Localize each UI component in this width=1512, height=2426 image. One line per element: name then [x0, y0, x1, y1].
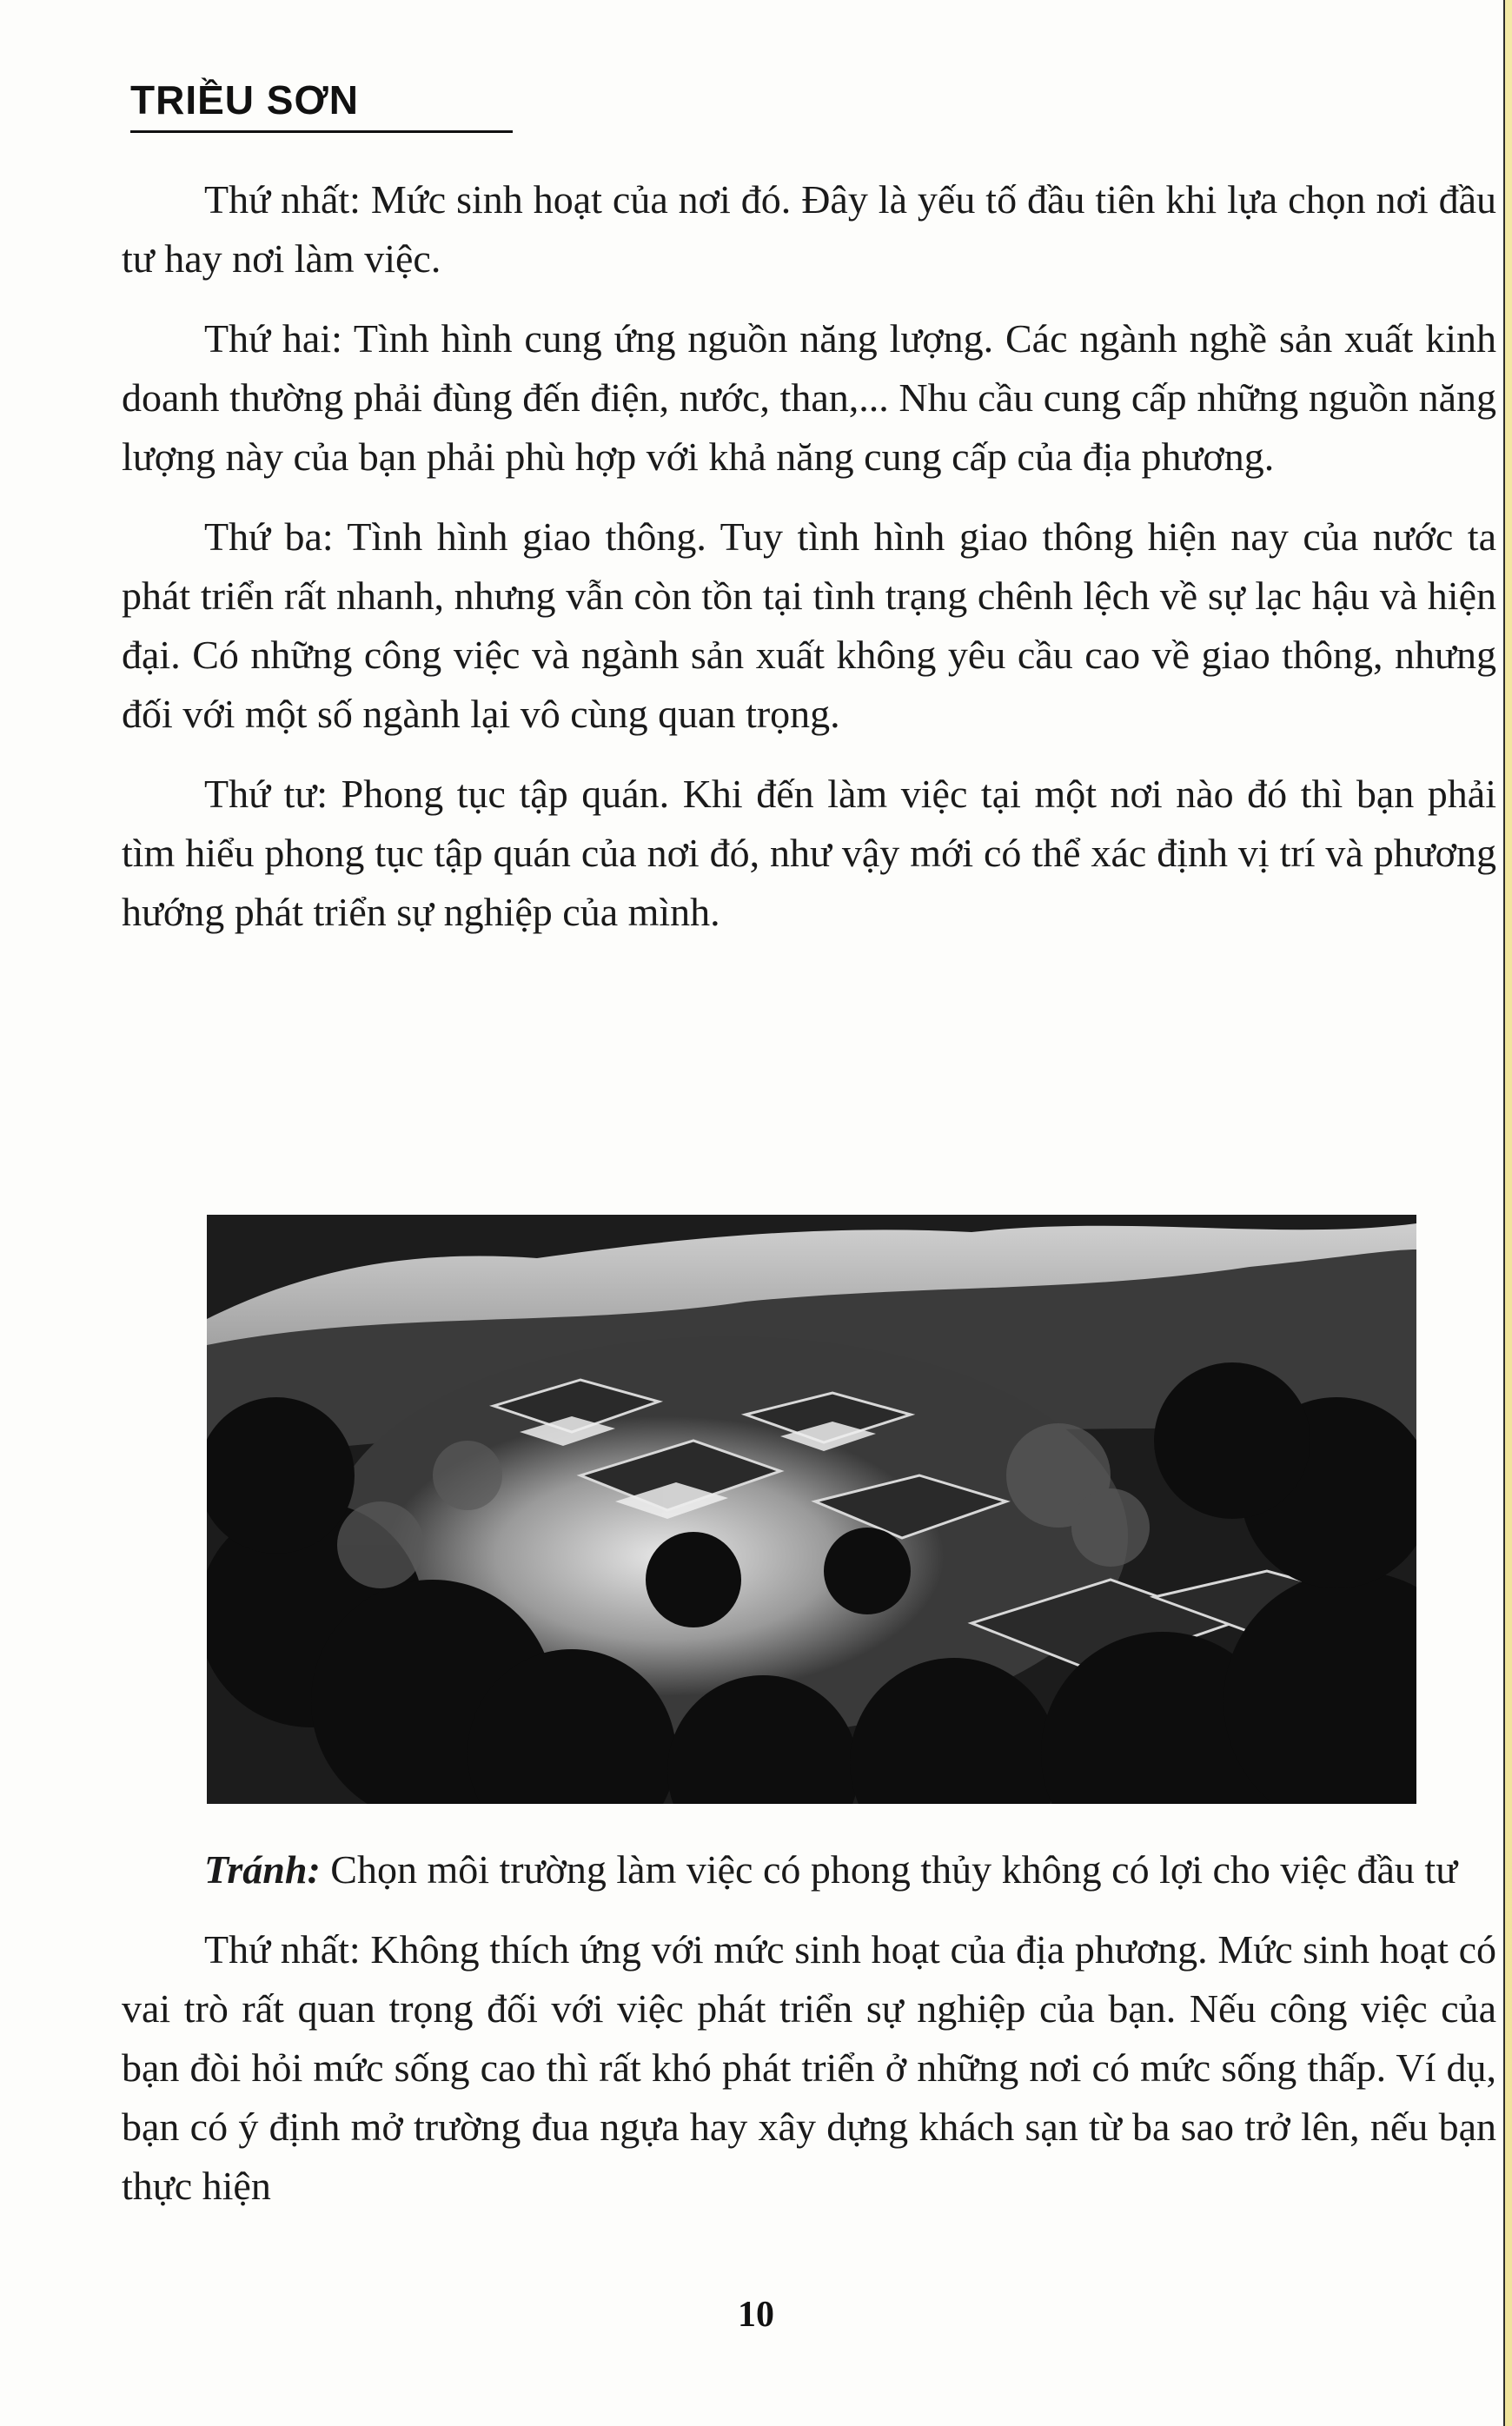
- page-edge-line: [1503, 0, 1505, 2426]
- running-header: [130, 76, 513, 133]
- paragraph-fourth-factor: Thứ tư: Phong tục tập quán. Khi đến làm việc tại một nơi nào đó thì bạn phải tìm hiểu phong tục tập quán của nơi đó, như vậy mới có thể xác định vị trí và phương hướng phát triển sự nghiệp của mình.: [122, 772, 1496, 934]
- page-edge-strip: [1505, 0, 1512, 2426]
- paragraph-second-factor: Thứ hai: Tình hình cung ứng nguồn năng lượng. Các ngành nghề sản xuất kinh doanh thường phải đùng đến điện, nước, than,... Nhu cầu cung cấp những nguồn năng lượng này của bạn phải phù hợp với khả năng cung cấp của địa phương.: [122, 316, 1496, 479]
- village-photo: [207, 1215, 1416, 1804]
- page-number: 10: [738, 2295, 774, 2335]
- body-text-top: [122, 170, 1496, 963]
- paragraph-avoid-heading: [122, 1840, 1496, 1899]
- paragraph-third-factor: Thứ ba: Tình hình giao thông. Tuy tình hình giao thông hiện nay của nước ta phát triển rất nhanh, nhưng vẫn còn tồn tại tình trạng chênh lệch về sự lạc hậu và hiện đại. Có những công việc và ngành sản xuất không yêu cầu cao về giao thông, nhưng đối với một số ngành lại vô cùng quan trọng.: [122, 514, 1496, 736]
- header-title: TRIỀU SƠN: [130, 77, 359, 123]
- village-photo-illustration: [207, 1215, 1416, 1804]
- paragraph-avoid-first: Thứ nhất: Không thích ứng với mức sinh hoạt của địa phương. Mức sinh hoạt có vai trò rất quan trọng đối với việc phát triển sự nghiệp của bạn. Nếu công việc của bạn đòi hỏi mức sống cao thì rất khó phát triển ở những nơi có mức sống thấp. Ví dụ, bạn có ý định mở trường đua ngựa hay xây dựng khách sạn từ ba sao trở lên, nếu bạn thực hiện: [122, 1927, 1496, 2208]
- paragraph-first-factor: Thứ nhất: Mức sinh hoạt của nơi đó. Đây là yếu tố đầu tiên khi lựa chọn nơi đầu tư hay nơi làm việc.: [122, 177, 1496, 281]
- avoid-lead-label: Tránh:: [204, 1847, 321, 1892]
- avoid-heading-text: Chọn môi trường làm việc có phong thủy không có lợi cho việc đầu tư: [320, 1847, 1458, 1892]
- body-text-bottom: [122, 1840, 1496, 2237]
